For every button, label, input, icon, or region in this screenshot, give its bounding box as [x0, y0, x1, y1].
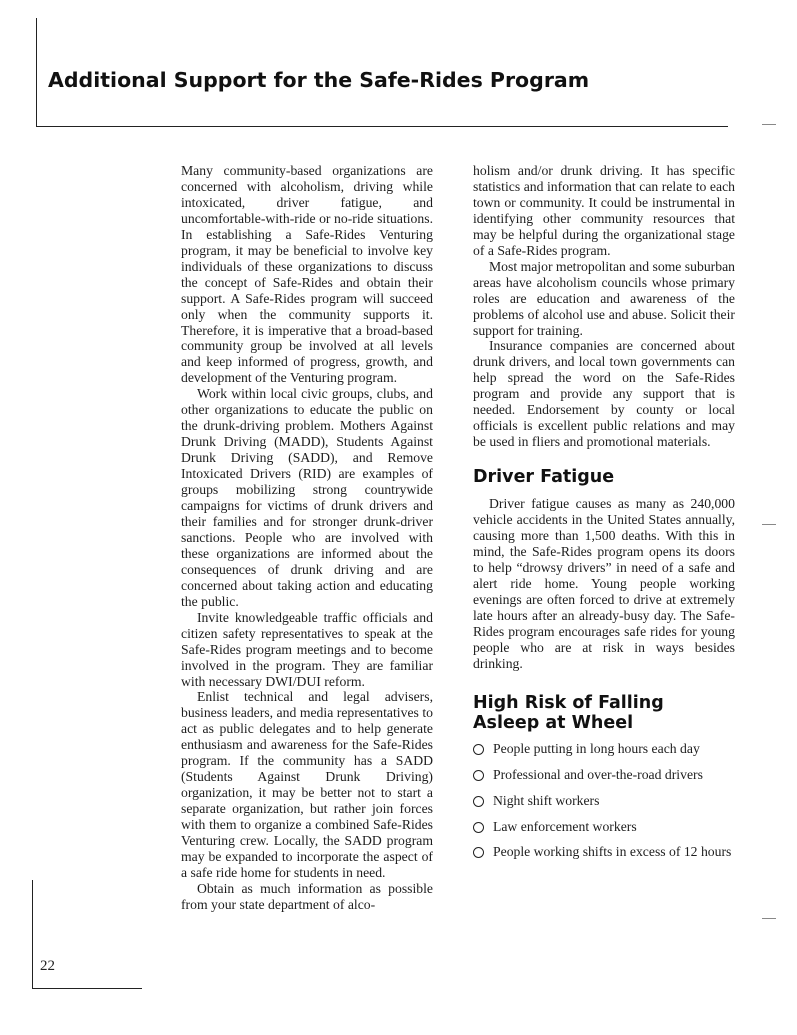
paragraph: Obtain as much information as possible from your state department of alco- — [181, 880, 433, 912]
scan-mark — [762, 524, 776, 525]
risk-list — [473, 741, 735, 861]
section-heading-driver-fatigue: Driver Fatigue — [473, 467, 615, 488]
circle-bullet-icon — [473, 847, 484, 858]
circle-bullet-icon — [473, 744, 484, 755]
left-column — [181, 163, 433, 913]
heading-line: High Risk of Falling — [473, 692, 664, 713]
paragraph: Invite knowledgeable traffic officials and citizen safety representatives to speak at the Safe-Rides program meetings and to become involved in the program. They are familiar with necessary DWI/DUI reform. — [181, 609, 433, 689]
right-column — [473, 163, 735, 870]
heading-line: Asleep at Wheel — [473, 712, 634, 733]
paragraph: Work within local civic groups, clubs, and other organizations to educate the public on the drunk-driving problem. Mothers Against Drunk Driving (MADD), Students Against Drunk Driving (SADD), and Remove Intoxicated Drivers (RID) are examples of groups mobilizing strong countrywide campaigns for victims of drunk drivers and their families and for stronger drunk-driver sanctions. People who are involved with these organizations are informed about the consequences of drunk driving and are concerned about taking action and educating the public. — [181, 386, 433, 609]
circle-bullet-icon — [473, 770, 484, 781]
circle-bullet-icon — [473, 796, 484, 807]
circle-bullet-icon — [473, 822, 484, 833]
scan-mark — [762, 124, 776, 125]
top-vertical-rule — [36, 18, 37, 126]
paragraph-continuation: holism and/or drunk driving. It has specific statistics and information that can relate to each town or community. It could be instrumental in identifying other community resources that may be helpful during the organizational stage of a Safe-Rides program. — [473, 163, 735, 258]
paragraph: Many community-based organizations are concerned with alcoholism, driving while intoxicated, driver fatigue, and uncomfortable-with-ride or no-ride situations. In establishing a Safe-Rides Venturing program, it may be beneficial to involve key individuals of these organizations to discuss the concept of Safe-Rides and obtain their support. A Safe-Rides program will succeed only when the community supports it. Therefore, it is imperative that a broad-based community group be involved at all levels and keep informed of progress, growth, and development of the Venturing program. — [181, 163, 433, 386]
list-item: People putting in long hours each day — [473, 741, 735, 757]
page-title: Additional Support for the Safe-Rides Program — [48, 68, 590, 92]
page-number: 22 — [40, 958, 55, 974]
scan-mark — [762, 918, 776, 919]
bottom-horizontal-rule — [32, 988, 142, 989]
list-item: Professional and over-the-road drivers — [473, 767, 735, 783]
paragraph: Insurance companies are concerned about drunk drivers, and local town governments can help spread the word on the Safe-Rides program and provide any support that is needed. Endorsement by county or local officials is excellent public relations and may be used in fliers and promotional materials. — [473, 338, 735, 450]
paragraph: Enlist technical and legal advisers, business leaders, and media representatives to act as public delegates and to help generate enthusiasm and awareness for the Safe-Rides program. If the community has a SADD (Students Against Drunk Driving) organization, it may be better not to start a separate organization, but rather join forces with them to organize a combined Safe-Rides Venturing crew. Locally, the SADD program may be expanded to incorporate the aspect of a safe ride home for students in need. — [181, 689, 433, 880]
paragraph: Driver fatigue causes as many as 240,000 vehicle accidents in the United States annually, causing more than 1,500 deaths. With this in mind, the Safe-Rides program opens its doors to help “drowsy drivers” in need of a safe and alert ride home. Young people working evenings are often forced to drive at extremely late hours after an already-busy day. The Safe-Rides program encourages safe rides for young people who are at risk in ways besides drinking. — [473, 496, 735, 671]
list-item: Law enforcement workers — [473, 819, 735, 835]
section-heading-high-risk — [473, 693, 735, 733]
paragraph: Most major metropolitan and some suburban areas have alcoholism councils whose primary roles are education and awareness of the problems of alcohol use and abuse. Solicit their support for training. — [473, 258, 735, 338]
bottom-vertical-rule — [32, 880, 33, 988]
list-item: Night shift workers — [473, 793, 735, 809]
top-horizontal-rule — [36, 126, 728, 127]
list-item: People working shifts in excess of 12 hours — [473, 844, 735, 860]
